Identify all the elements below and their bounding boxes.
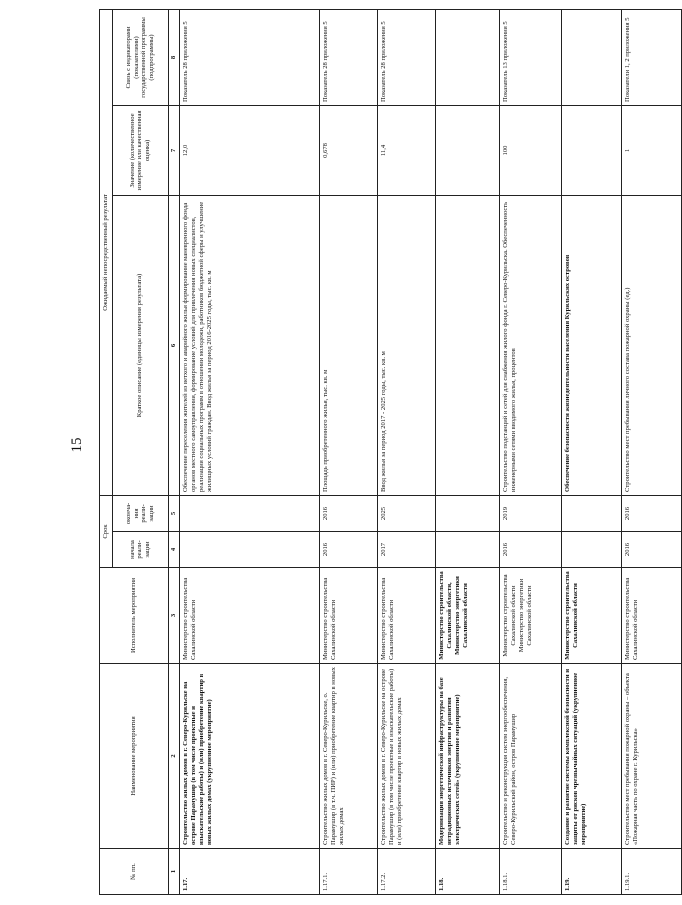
page-number: 15 — [69, 437, 85, 453]
header-end: оконча-ния реали-зации — [112, 495, 168, 531]
row-num: 1.17.2. — [377, 849, 435, 895]
table-row — [179, 9, 319, 894]
row-link: Показатель 13 приложения 5 — [499, 9, 561, 105]
row-desc: Обеспечение безопасности жизнедеятельности населения Курильских островов — [561, 195, 621, 495]
table-row — [377, 9, 435, 894]
row-num: 1.19. — [561, 849, 621, 895]
row-name: Строительство жилых домов в г. Северо-Курильске на острове Парамушир (в том числе проектные и изыскательские работы) и (или) приобретение квартир в новых жилых домах (укрупненное мероприятие) — [179, 664, 319, 849]
row-name: Строительство мест пребывания пожарной охраны – объекта «Пожарная часть по охране г. Курильска» — [621, 664, 681, 849]
row-executor: Министерство строительства Сахалинской области — [377, 568, 435, 664]
row-name: Создание и развитие системы комплексной безопасности и защиты от рисков чрезвычайных ситуаций (укрупненное мероприятие) — [561, 664, 621, 849]
row-link: Показатель 28 приложения 5 — [377, 9, 435, 105]
row-executor: Министерство строительства Сахалинской области — [621, 568, 681, 664]
header-name: Наименование мероприятия — [100, 664, 169, 849]
row-link: Показатели 1, 2 приложения 5 — [621, 9, 681, 105]
column-number: 6 — [168, 195, 179, 495]
row-end — [179, 495, 319, 531]
column-number: 7 — [168, 105, 179, 195]
column-number: 5 — [168, 495, 179, 531]
column-number: 3 — [168, 568, 179, 664]
row-value: 100 — [499, 105, 561, 195]
row-name: Строительство жилых домов в г. Северо-Курильске, о. Парамушир (в т.ч. ПИР) и (или) приобретение квартир в новых жилых домах — [319, 664, 377, 849]
row-value: 12,0 — [179, 105, 319, 195]
table-row — [435, 9, 499, 894]
header-term: Срок — [100, 495, 113, 567]
row-end: 2016 — [621, 495, 681, 531]
header-start: начала реали-зации — [112, 532, 168, 568]
column-number: 4 — [168, 532, 179, 568]
column-number: 8 — [168, 9, 179, 105]
column-number: 1 — [168, 849, 179, 895]
row-link — [435, 9, 499, 105]
row-desc: Ввод жилья за период 2017 - 2025 годы, тыс. кв. м — [377, 195, 435, 495]
row-name: Строительство и реконструкция систем энергообеспечения, Северо-Курильский район, остров Парамушир — [499, 664, 561, 849]
row-value: 0,678 — [319, 105, 377, 195]
rotated-table-container — [99, 10, 639, 895]
row-start: 2016 — [319, 532, 377, 568]
header-executor: Исполнитель мероприятия — [100, 568, 169, 664]
header-result: Ожидаемый непосредственный результат — [100, 9, 113, 495]
row-value: 11,4 — [377, 105, 435, 195]
table-row — [561, 9, 621, 894]
header-desc: Краткое описание (единицы измерения результата) — [112, 195, 168, 495]
header-num: № пп. — [100, 849, 169, 895]
row-start: 2017 — [377, 532, 435, 568]
column-numbers-row — [168, 9, 179, 894]
measures-table — [99, 9, 682, 895]
row-executor: Министерство строительства Сахалинской области Министерство энергетики Сахалинской области — [499, 568, 561, 664]
row-executor: Министерство строительства Сахалинской области — [319, 568, 377, 664]
row-start — [561, 532, 621, 568]
row-num: 1.18. — [435, 849, 499, 895]
row-name: Строительство жилых домов в г. Северо-Курильске на острове Парамушир (в том числе проектные и изыскательские работы) и (или) приобретение квартир в новых жилых домах — [377, 664, 435, 849]
row-desc: Строительство подстанций и сетей для снабжения жилого фонда г. Северо-Курильска. Обеспеченность инженерными сетями вводимого жилья, процентов — [499, 195, 561, 495]
row-executor: Министерство строительства Сахалинской области, Министерство энергетики Сахалинской области — [435, 568, 499, 664]
row-end: 2019 — [499, 495, 561, 531]
row-num: 1.17. — [179, 849, 319, 895]
row-link: Показатель 28 приложения 5 — [319, 9, 377, 105]
row-end: 2025 — [377, 495, 435, 531]
row-value — [561, 105, 621, 195]
row-start: 2016 — [621, 532, 681, 568]
row-start — [435, 532, 499, 568]
table-row — [621, 9, 681, 894]
row-desc — [435, 195, 499, 495]
document-page — [99, 10, 639, 895]
row-link — [561, 9, 621, 105]
table-row — [499, 9, 561, 894]
header-link: Связь с индикаторами (показателями) государственной программы (подпрограммы) — [112, 9, 168, 105]
row-desc: Строительство мест пребывания личного состава пожарной охраны (ед.) — [621, 195, 681, 495]
row-link: Показатель 28 приложения 5 — [179, 9, 319, 105]
column-number: 2 — [168, 664, 179, 849]
row-value — [435, 105, 499, 195]
row-desc: Площадь приобретенного жилья, тыс. кв. м — [319, 195, 377, 495]
header-value: Значение (количественное измерение или качественная оценка) — [112, 105, 168, 195]
row-num: 1.18.1. — [499, 849, 561, 895]
row-executor: Министерство строительства Сахалинской области — [179, 568, 319, 664]
row-start — [179, 532, 319, 568]
row-start: 2016 — [499, 532, 561, 568]
row-desc: Обеспечение переселения жителей из ветхого и аварийного жилья формирование маневренного фонда органов местного самоуправления, формирование условий для привлечения новых специалистов, реализация социальных программ в отношении молодежи, работников бюджетной сферы и улучшение жилищных условий граждан. Ввод жилья за период 2016-2025 годы, тыс. кв. м — [179, 195, 319, 495]
row-executor: Министерство строительства Сахалинской области — [561, 568, 621, 664]
row-end — [435, 495, 499, 531]
row-end — [561, 495, 621, 531]
row-num: 1.19.1. — [621, 849, 681, 895]
row-num: 1.17.1. — [319, 849, 377, 895]
row-end: 2016 — [319, 495, 377, 531]
row-value: 1 — [621, 105, 681, 195]
table-row — [319, 9, 377, 894]
row-name: Модернизация энергетической инфраструктуры на базе нетрадиционных источников энергии и развития электрических сетей» (укрупненное мероприятие) — [435, 664, 499, 849]
